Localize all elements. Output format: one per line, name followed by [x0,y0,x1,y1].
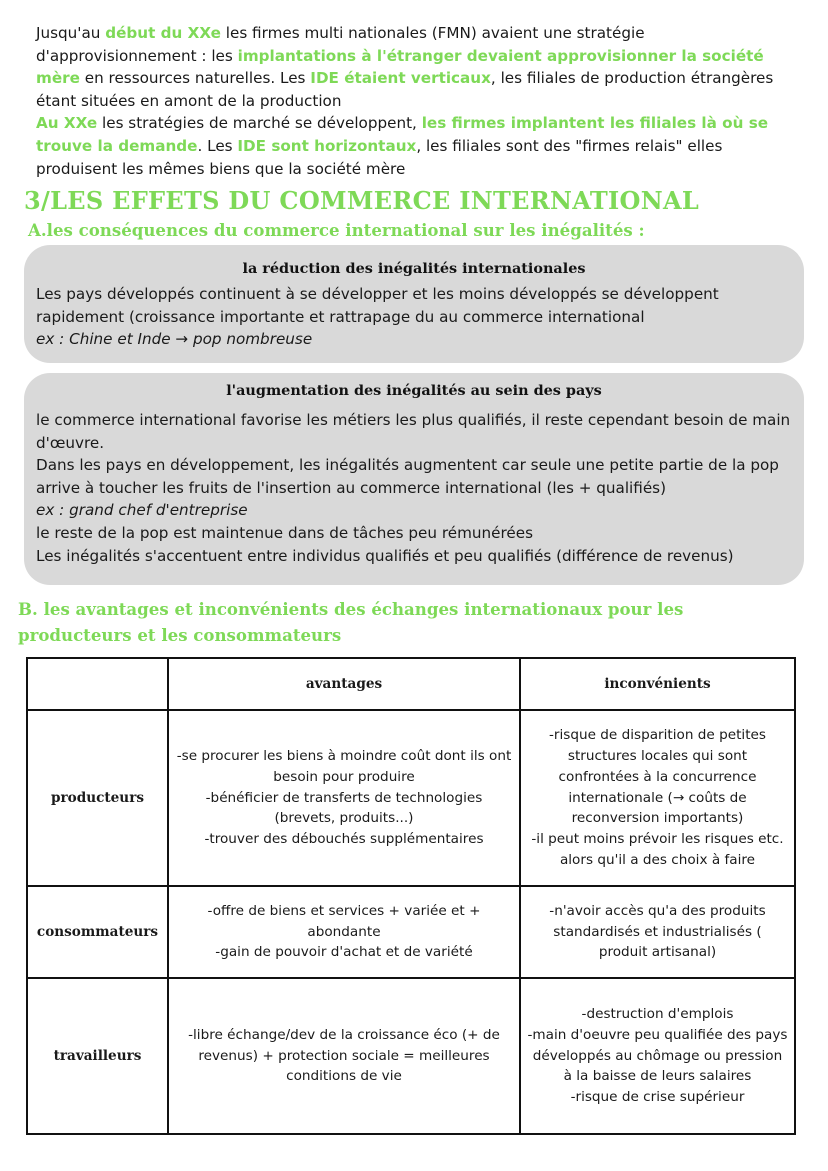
table-header-empty [27,658,168,710]
advantages-table [26,657,796,1135]
box-line: Les pays développés continuent à se développer et les moins développés se développent rapidement (croissance importante et rattrapage du au commerce international [36,285,719,326]
box-example: ex : grand chef d'entreprise [36,501,248,520]
table-row [27,886,795,978]
cell-inconvenients: -n'avoir accès qu'a des produits standardisés et industrialisés ( produit artisanal) [520,886,795,978]
box-example: ex : Chine et Inde → pop nombreuse [36,330,313,349]
row-label-consommateurs: consommateurs [27,886,168,978]
highlight: début du XXe [105,24,221,42]
row-label-travailleurs: travailleurs [27,978,168,1134]
reduction-inequalities-box [24,245,804,363]
cell-avantages: -offre de biens et services + variée et + abondante -gain de pouvoir d'achat et de variété [168,886,520,978]
highlight: implantations à l'étranger devaient approvisionner la société mère [36,46,764,88]
highlight: IDE étaient verticaux [310,69,491,88]
row-label-producteurs: producteurs [27,710,168,886]
box-body [36,409,792,567]
cell-avantages: -se procurer les biens à moindre coût dont ils ont besoin pour produire -bénéficier de transferts de technologies (brevets, produits...) -trouver des débouchés supplémentaires [168,710,520,886]
cell-inconvenients: -destruction d'emplois -main d'oeuvre peu qualifiée des pays développés au chômage ou pression à la baisse de leurs salaires -risque de crise supérieur [520,978,795,1134]
box-body [36,283,792,351]
table-header-row [27,658,795,710]
box-title: la réduction des inégalités internationales [242,260,586,277]
subsection-a-title: A.les conséquences du commerce international sur les inégalités : [28,220,645,240]
intro-paragraph-2: Au XXe les stratégies de marché se développent, les firmes implantent les filiales là où se trouve la demande. Les IDE sont horizontaux, les filiales sont des "firmes relais" elles produisent les mêmes biens que la société mère [36,114,769,178]
table-row [27,710,795,886]
table-row [27,978,795,1134]
box-line: le reste de la pop est maintenue dans de tâches peu rémunérées [36,523,533,542]
highlight: IDE sont horizontaux [237,136,417,155]
highlight: les firmes implantent les filiales là où se trouve la demande [36,114,769,155]
table-header-avantages: avantages [168,658,520,710]
intro-paragraph-1: Jusqu'au début du XXe les firmes multi nationales (FMN) avaient une stratégie d'approvisionnement : les implantations à l'étranger devaient approvisionner la société mère en ressources naturelles. Les IDE étaient verticaux, les filiales de production étrangères étant situées en amont de la production [36,24,774,110]
box-line: le commerce international favorise les métiers les plus qualifiés, il reste cependant besoin de main d'œuvre. [36,411,791,452]
cell-avantages: -libre échange/dev de la croissance éco (+ de revenus) + protection sociale = meilleures conditions de vie [168,978,520,1134]
cell-inconvenients: -risque de disparition de petites structures locales qui sont confrontées à la concurrence internationale (→ coûts de reconversion importants) -il peut moins prévoir les risques etc. alors qu'il a des choix à faire [520,710,795,886]
section-3-title: 3/LES EFFETS DU COMMERCE INTERNATIONAL [24,186,700,215]
table-header-inconvenients: inconvénients [520,658,795,710]
intro-text [36,22,796,180]
box-line: Les inégalités s'accentuent entre individus qualifiés et peu qualifiés (différence de revenus) [36,546,734,565]
box-title: l'augmentation des inégalités au sein des pays [226,382,602,399]
box-line: Dans les pays en développement, les inégalités augmentent car seule une petite partie de la pop arrive à toucher les fruits de l'insertion au commerce international (les + qualifiés) [36,456,779,497]
subsection-b-title: B. les avantages et inconvénients des échanges internationaux pour les producteurs et les consommateurs [18,599,684,645]
increase-inequalities-box [24,373,804,585]
highlight: Au XXe [36,114,98,133]
